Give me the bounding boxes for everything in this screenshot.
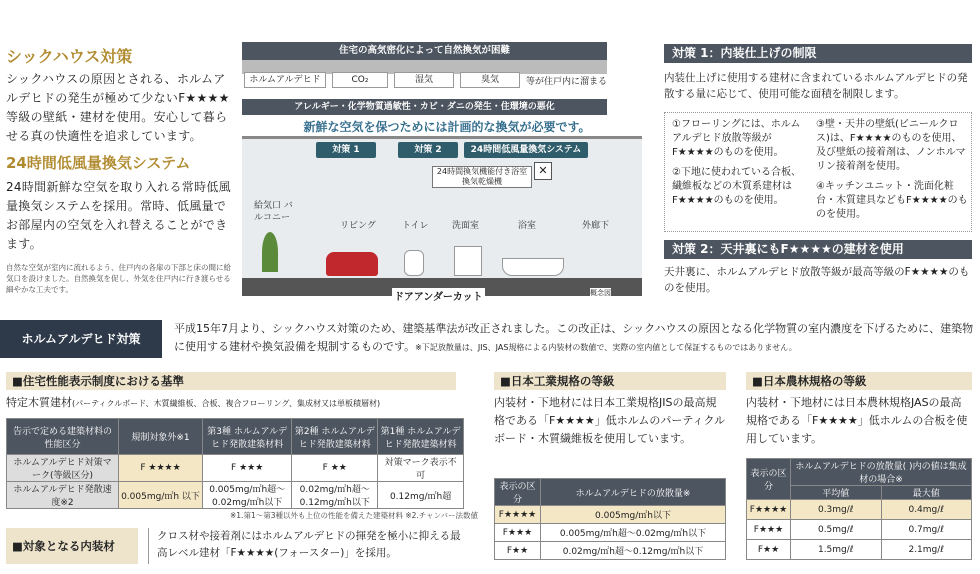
concept-label: 概念図 xyxy=(590,289,611,297)
chip-humidity: 湿気 xyxy=(394,72,454,88)
perf-cell: F ★★★★ xyxy=(119,455,203,482)
chip-co2: CO₂ xyxy=(332,72,388,88)
jis-cell: 0.005mg/㎡h超〜0.02mg/㎡h以下 xyxy=(541,524,726,542)
toilet-icon xyxy=(404,250,424,276)
perf-header-3: 第2種 ホルムアルデヒド発散建築材料 xyxy=(292,419,378,455)
perf-cell: 0.005mg/㎡h超〜0.02mg/㎡h以下 xyxy=(203,482,292,509)
room-bath: 浴室 xyxy=(518,221,537,231)
formaldehyde-note: ※下記放散量は、JIS、JAS規格による内装材の数値で、実際の室内値として保証するものではありません。 xyxy=(415,343,797,352)
perf-title: ■住宅性能表示制度における基準 xyxy=(6,372,456,390)
jas-cell: 0.3mg/ℓ xyxy=(791,500,882,520)
jas-header-2: 平均値 xyxy=(791,486,882,500)
jis-header-0: 表示の区分 xyxy=(495,479,541,506)
perf-header-4: 第1種 ホルムアルデヒド発散建築材料 xyxy=(378,419,464,455)
slogan: 新鮮な空気を保つためには計画的な換気が必要です。 xyxy=(303,120,591,134)
tag-measure-1: 対策 1 xyxy=(316,142,376,158)
measure-1-item-4: ④キッチンユニット・洗面化粧台・木質建具などもF★★★★のものを使用。 xyxy=(816,181,968,220)
jas-cell: 0.7mg/ℓ xyxy=(881,520,972,540)
sick-house-title: シックハウス対策 xyxy=(6,47,133,66)
dryer-label: 24時間換気機能付き浴室換気乾燥機 xyxy=(432,166,532,188)
perf-sub: 特定木質建材 xyxy=(6,396,72,409)
jas-cell: F★★★ xyxy=(747,520,791,540)
table-row xyxy=(495,479,726,506)
second-banner: アレルギー・化学物質過敏性・カビ・ダニの発生・住環境の悪化 xyxy=(242,99,607,115)
room-living: リビング xyxy=(340,221,376,231)
perf-header-2: 第3種 ホルムアルデヒド発散建築材料 xyxy=(203,419,292,455)
perf-cell: F ★★ xyxy=(292,455,378,482)
house-section xyxy=(242,136,642,296)
table-row xyxy=(7,419,464,455)
measure-1-intro: 内装仕上げに使用する建材に含まれているホルムアルデヒドの発散する量に応じて、使用可能な面積を制限します。 xyxy=(664,72,968,100)
perf-cell: ホルムアルデヒド対策マーク(等級区分) xyxy=(7,455,119,482)
sick-house-body: シックハウスの原因とされる、ホルムアルデヒドの発生が極めて少ないF★★★★等級の壁紙・建材を使用。安心して暮らせる真の快適性を追求しています。 xyxy=(6,72,230,143)
room-wash: 洗面室 xyxy=(452,221,480,231)
jas-header-0: 表示の区分 xyxy=(747,459,791,500)
jis-cell: F★★★★ xyxy=(495,506,541,524)
table-row xyxy=(747,520,972,540)
tag-24h-system: 24時間低風量換気システム xyxy=(464,142,588,158)
perf-footnote: ※1.第1〜第3種以外も上位の性能を備えた建築材料 ※2.チャンバー法数値 xyxy=(230,511,479,520)
room-toilet: トイレ xyxy=(402,221,429,231)
bathtub-icon xyxy=(502,258,564,276)
target-body: クロス材や接着剤にはホルムアルデヒドの揮発を極小に抑える最高レベル建材「F★★★★(フォースター)」を採用。 xyxy=(148,528,464,564)
table-row xyxy=(7,455,464,482)
perf-cell: 0.02mg/㎡h超〜0.12mg/㎡h以下 xyxy=(292,482,378,509)
jas-title: ■日本農林規格の等級 xyxy=(746,372,972,390)
chip-note: 等が住戸内に溜まる xyxy=(526,77,608,87)
chip-formaldehyde: ホルムアルデヒド xyxy=(244,72,326,88)
jis-title: ■日本工業規格の等級 xyxy=(494,372,726,390)
room-outside: 外廊下 xyxy=(582,221,610,231)
jas-header-3: 最大値 xyxy=(881,486,972,500)
table-row xyxy=(747,540,972,560)
jas-body: 内装材・下地材には日本農林規格JASの最高規格である「F★★★★」低ホルムの合板を使用しています。 xyxy=(746,396,968,445)
perf-sub-note: (パーティクルボード、木質繊維板、合板、複合フローリング、集成材又は単板積層材) xyxy=(72,399,381,408)
table-row xyxy=(747,500,972,520)
jis-header-1: ホルムアルデヒドの放散量※ xyxy=(541,479,726,506)
perf-cell: 0.12mg/㎡h超 xyxy=(378,482,464,509)
perf-cell: F ★★★ xyxy=(203,455,292,482)
target-title: ■対象となる内装材 xyxy=(6,528,138,564)
measure-1-item-2: ②下地に使われている合板、繊維板などの木質系建材はF★★★★のものを使用。 xyxy=(672,167,801,206)
jis-cell: F★★★ xyxy=(495,524,541,542)
perf-subtitle xyxy=(6,394,466,410)
jas-cell: F★★ xyxy=(747,540,791,560)
top-banner: 住宅の高気密化によって自然換気が困難 xyxy=(242,42,607,60)
room-balcony: 給気口 バルコニー xyxy=(254,201,293,223)
tag-measure-2: 対策 2 xyxy=(398,142,458,158)
measure-1-title: 対策 1：内装仕上げの制限 xyxy=(664,44,972,63)
perf-header-1: 規制対象外※1 xyxy=(119,419,203,455)
jis-body: 内装材・下地材には日本工業規格JISの最高規格である「F★★★★」低ホルムのパーティクルボード・木質繊維板を使用しています。 xyxy=(494,396,726,445)
jis-table xyxy=(494,478,726,560)
perf-table xyxy=(6,418,464,509)
ventilation-title: 24時間低風量換気システム xyxy=(6,154,191,172)
jis-cell: 0.005mg/㎡h以下 xyxy=(541,506,726,524)
table-row xyxy=(747,459,972,486)
jas-table xyxy=(746,458,972,560)
plant-icon xyxy=(262,232,278,272)
ventilation-body: 24時間新鮮な空気を取り入れる常時低風量換気システムを採用。常時、低風量でお部屋内の空気を入れ替えることができます。 xyxy=(6,180,231,251)
measure-2-title: 対策 2：天井裏にもF★★★★の建材を使用 xyxy=(664,240,972,259)
jas-cell: F★★★★ xyxy=(747,500,791,520)
formaldehyde-body xyxy=(174,320,974,357)
ventilation-note: 自然な空気が室内に流れるよう、住戸内の各扉の下部と床の間に給気口を設けました。自然換気を促し、外気を住戸内に行き渡らせる細やかな工夫です。 xyxy=(6,263,231,294)
table-row xyxy=(7,482,464,509)
fan-icon: ✕ xyxy=(534,162,552,180)
perf-cell: 0.005mg/㎡h 以下 xyxy=(119,482,203,509)
jis-cell: F★★ xyxy=(495,542,541,560)
table-row xyxy=(495,524,726,542)
formaldehyde-body-text: 平成15年7月より、シックハウス対策のため、建築基準法が改正されました。この改正は、シックハウスの原因となる化学物質の室内濃度を下げるために、建築物に使用する建材や換気設備を規制するものです。 xyxy=(174,322,974,353)
ventilation-diagram xyxy=(242,42,652,303)
formaldehyde-label: ホルムアルデヒド対策 xyxy=(0,320,162,358)
jas-cell: 1.5mg/ℓ xyxy=(791,540,882,560)
sofa-icon xyxy=(326,252,378,276)
measure-1-item-3: ③壁・天井の壁紙(ビニールクロス)は、F★★★★のものを使用、及び壁紙の接着剤は、ノンホルマリン接着剤を使用。 xyxy=(816,119,966,172)
table-row xyxy=(495,506,726,524)
perf-header-0: 告示で定める建築材料の性能区分 xyxy=(7,419,119,455)
jis-cell: 0.02mg/㎡h超〜0.12mg/㎡h以下 xyxy=(541,542,726,560)
sink-icon xyxy=(454,246,482,276)
jas-cell: 0.4mg/ℓ xyxy=(881,500,972,520)
chip-odor: 臭気 xyxy=(460,72,520,88)
perf-cell: 対策マーク表示不可 xyxy=(378,455,464,482)
jas-cell: 2.1mg/ℓ xyxy=(881,540,972,560)
perf-cell: ホルムアルデヒド発散速度※2 xyxy=(7,482,119,509)
jas-header-1: ホルムアルデヒドの放散量( )内の値は集成材の場合※ xyxy=(791,459,972,486)
jas-cell: 0.5mg/ℓ xyxy=(791,520,882,540)
measure-2-body: 天井裏に、ホルムアルデヒド放散等級が最高等級のF★★★★のものを使用。 xyxy=(664,266,970,294)
measure-1-item-1: ①フローリングには、ホルムアルデヒド放散等級がF★★★★のものを使用。 xyxy=(672,119,801,158)
door-undercut-label: ドアアンダーカット xyxy=(392,288,485,303)
table-row xyxy=(495,542,726,560)
